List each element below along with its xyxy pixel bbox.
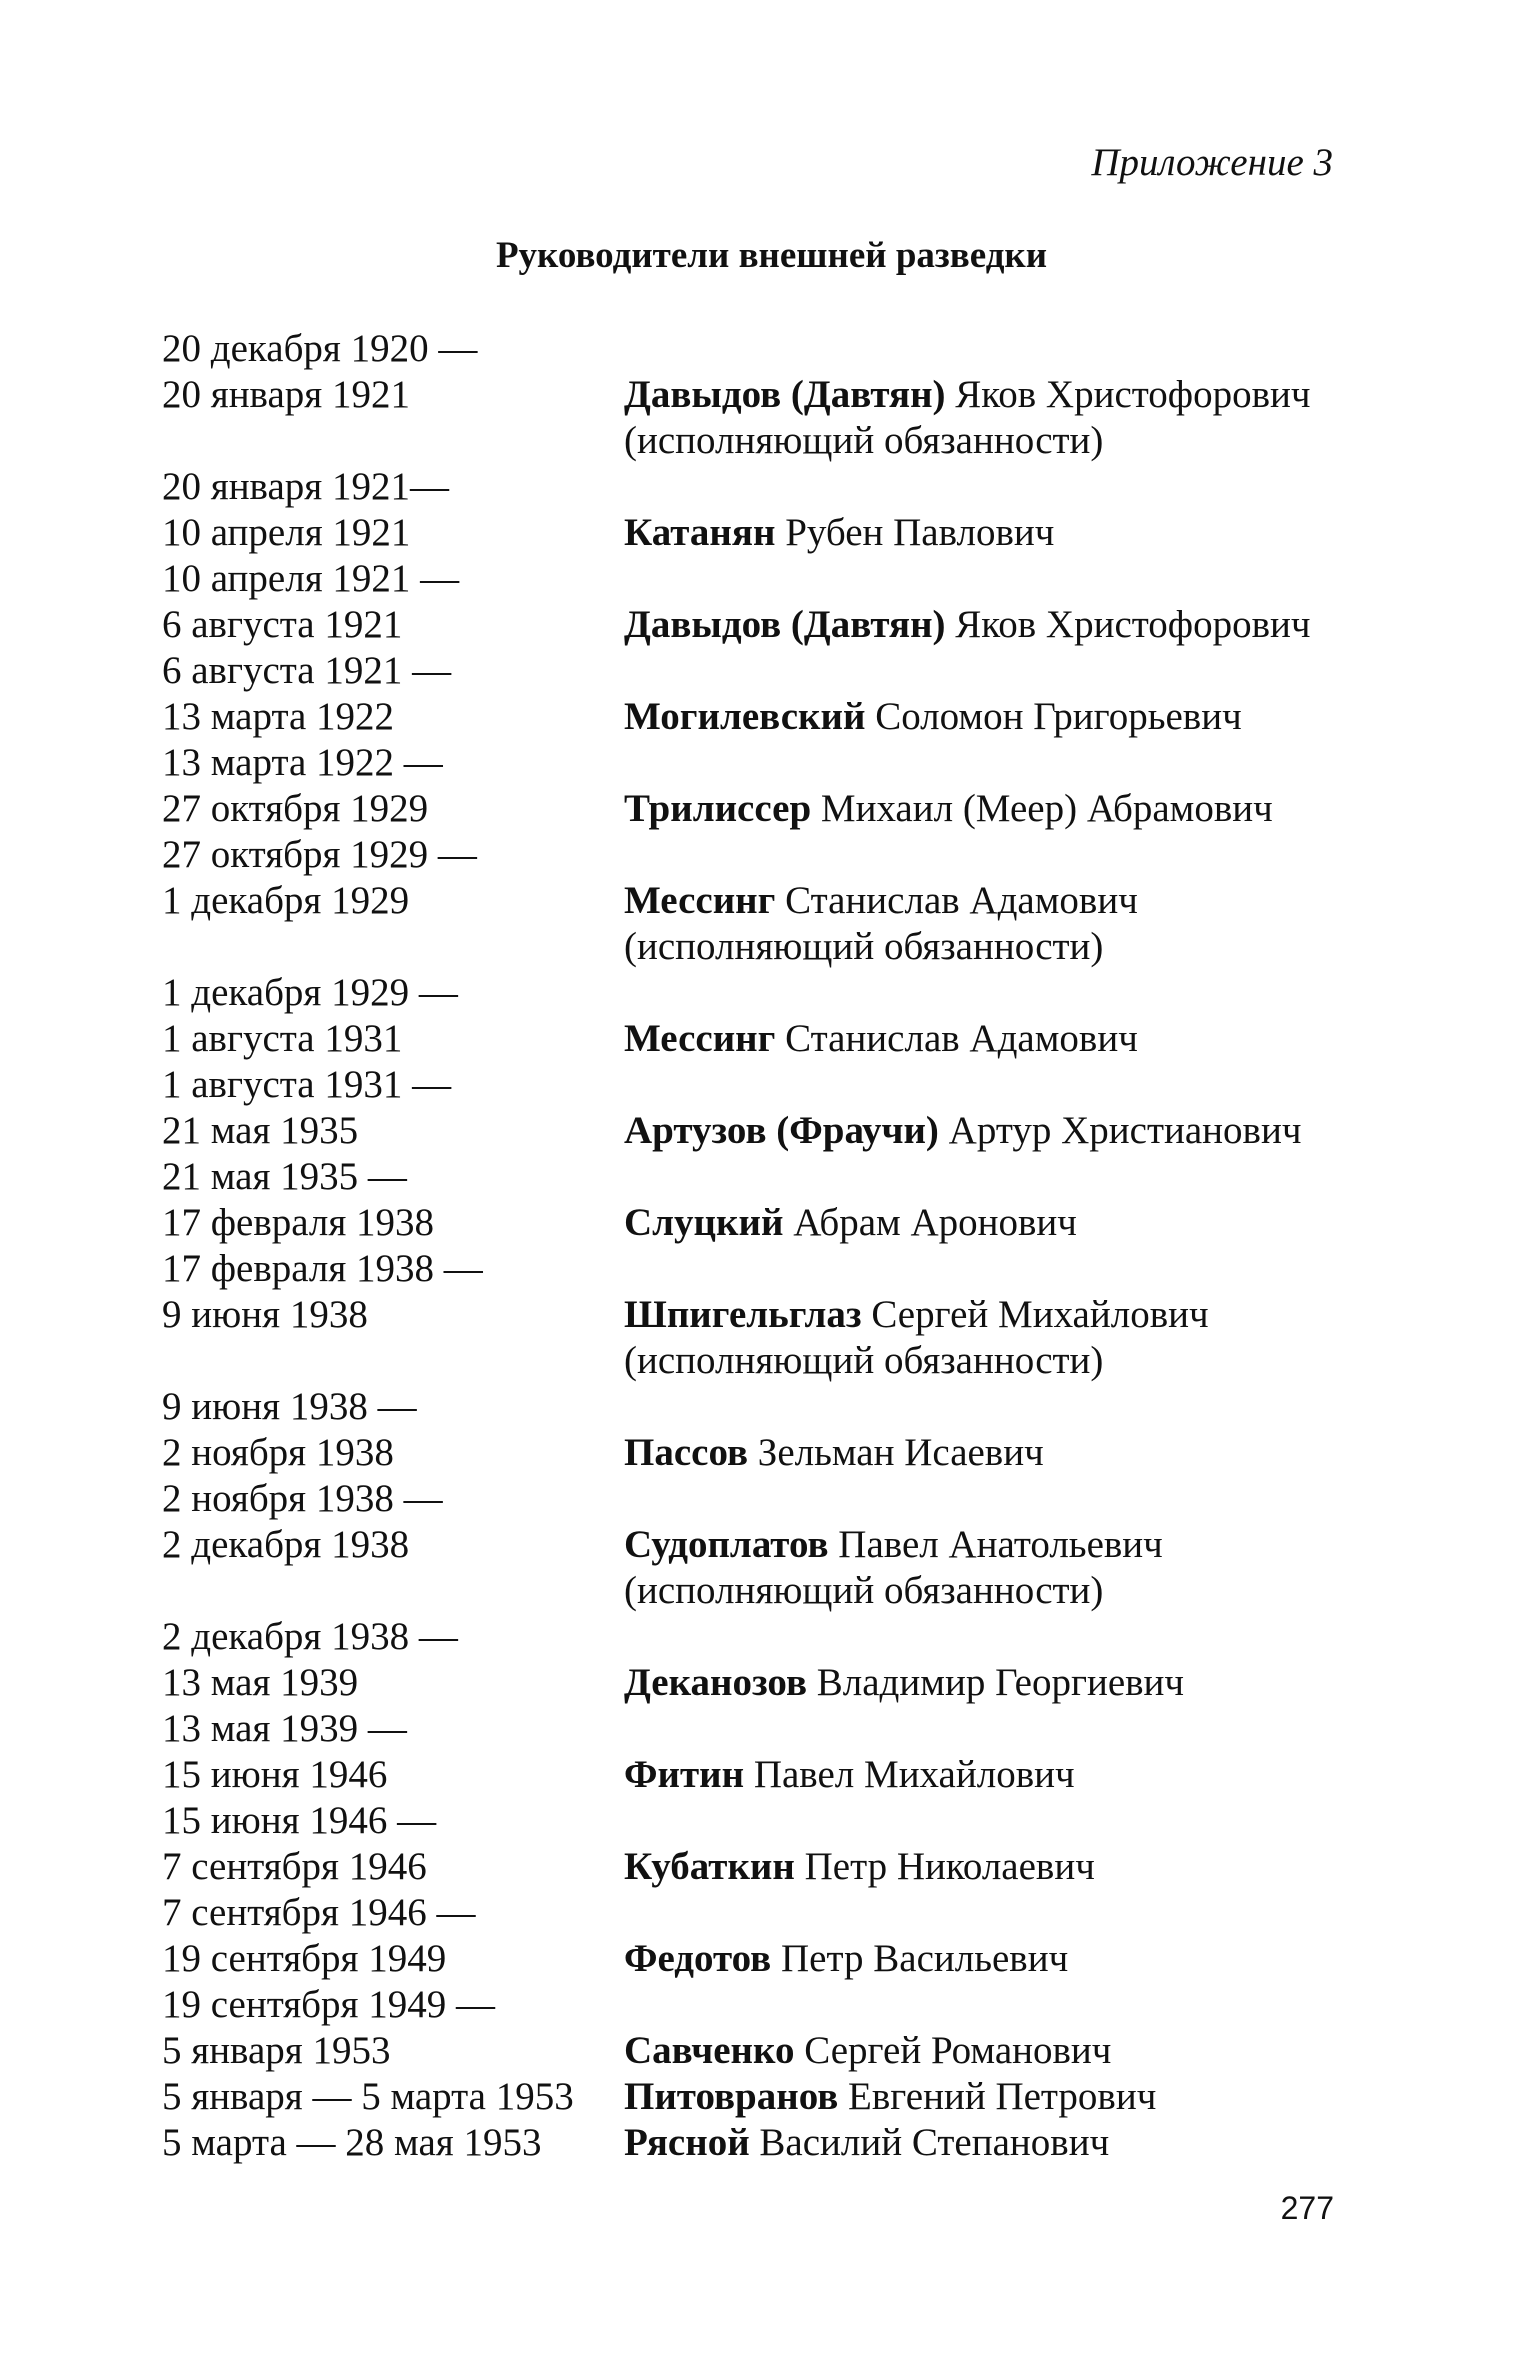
list-item: [162, 1936, 1352, 1982]
person-name: [624, 1844, 1095, 1890]
list-item: [162, 1338, 1352, 1384]
person-given-names: Павел Анатольевич: [828, 1523, 1163, 1566]
term-date: 2 декабря 1938 —: [162, 1615, 458, 1658]
person-name: [624, 1430, 1044, 1476]
list-item: [162, 1522, 1352, 1568]
person-name: [624, 2120, 1109, 2166]
list-item: [162, 326, 1352, 372]
person-surname: Мессинг: [624, 1017, 776, 1060]
term-date: 20 декабря 1920 —: [162, 327, 478, 370]
list-item: [162, 1430, 1352, 1476]
person-given-names: Михаил (Меер) Абрамович: [811, 787, 1273, 830]
list-item: [162, 2120, 1352, 2166]
term-date: 13 мая 1939 —: [162, 1707, 407, 1750]
person-given-names: Станислав Адамович: [775, 879, 1138, 922]
person-name: [624, 1752, 1075, 1798]
person-given-names: Сергей Романович: [794, 2029, 1112, 2072]
term-date: 21 мая 1935: [162, 1109, 359, 1152]
term-date: 19 сентября 1949 —: [162, 1983, 495, 2026]
person-name: [624, 2028, 1111, 2074]
term-date: 19 сентября 1949: [162, 1937, 447, 1980]
person-surname: Слуцкий: [624, 1201, 784, 1244]
person-name: [624, 1338, 1103, 1384]
person-name: [624, 1522, 1163, 1568]
person-surname: Артузов (Фраучи): [624, 1109, 939, 1152]
person-surname: Савченко: [624, 2029, 795, 2072]
list-item: [162, 1108, 1352, 1154]
person-surname: Пассов: [624, 1431, 749, 1474]
list-item: [162, 372, 1352, 418]
term-date: 2 декабря 1938: [162, 1523, 410, 1566]
person-surname: Давыдов (Давтян): [624, 373, 946, 416]
person-given-names: (исполняющий обязанности): [624, 1339, 1104, 1382]
term-date: 27 октября 1929 —: [162, 833, 477, 876]
list-item: [162, 1614, 1352, 1660]
list-item: [162, 832, 1352, 878]
person-given-names: Евгений Петрович: [838, 2075, 1157, 2118]
list-item: [162, 1200, 1352, 1246]
term-date: 1 декабря 1929: [162, 879, 410, 922]
list-item: [162, 1476, 1352, 1522]
list-item: [162, 1706, 1352, 1752]
term-date: 20 января 1921—: [162, 465, 449, 508]
person-name: [624, 924, 1103, 970]
term-date: 5 января — 5 марта 1953: [162, 2075, 574, 2118]
person-surname: Питовранов: [624, 2075, 839, 2118]
term-date: 1 августа 1931 —: [162, 1063, 452, 1106]
person-name: [624, 1200, 1077, 1246]
person-name: [624, 1936, 1068, 1982]
list-item: [162, 1246, 1352, 1292]
directors-list: [162, 326, 1352, 2166]
list-item: [162, 1384, 1352, 1430]
list-item: [162, 924, 1352, 970]
term-date: 6 августа 1921 —: [162, 649, 452, 692]
list-item: [162, 1798, 1352, 1844]
person-surname: Рясной: [624, 2121, 750, 2164]
list-item: [162, 1062, 1352, 1108]
term-date: 21 мая 1935 —: [162, 1155, 407, 1198]
term-date: 17 февраля 1938 —: [162, 1247, 483, 1290]
person-given-names: (исполняющий обязанности): [624, 925, 1104, 968]
term-date: 13 мая 1939: [162, 1661, 359, 1704]
person-surname: Фитин: [624, 1753, 745, 1796]
list-item: [162, 1982, 1352, 2028]
page-title: Руководители внешней разведки: [495, 235, 1048, 276]
person-surname: Судоплатов: [624, 1523, 829, 1566]
person-given-names: (исполняющий обязанности): [624, 419, 1104, 462]
list-item: [162, 648, 1352, 694]
person-name: [624, 878, 1138, 924]
list-item: [162, 1568, 1352, 1614]
person-name: [624, 1568, 1103, 1614]
person-surname: Кубаткин: [624, 1845, 795, 1888]
person-surname: Мессинг: [624, 879, 776, 922]
list-item: [162, 1844, 1352, 1890]
term-date: 9 июня 1938: [162, 1293, 368, 1336]
list-item: [162, 1660, 1352, 1706]
person-surname: Федотов: [624, 1937, 772, 1980]
person-name: [624, 786, 1273, 832]
term-date: 9 июня 1938 —: [162, 1385, 417, 1428]
list-item: [162, 1016, 1352, 1062]
term-date: 1 декабря 1929 —: [162, 971, 458, 1014]
list-item: [162, 1752, 1352, 1798]
person-surname: Давыдов (Давтян): [624, 603, 946, 646]
person-given-names: Абрам Аронович: [783, 1201, 1077, 1244]
list-item: [162, 694, 1352, 740]
person-name: [624, 694, 1242, 740]
list-item: [162, 1154, 1352, 1200]
list-item: [162, 1292, 1352, 1338]
person-surname: Могилевский: [624, 695, 866, 738]
term-date: 13 марта 1922 —: [162, 741, 443, 784]
term-date: 10 апреля 1921 —: [162, 557, 460, 600]
person-name: [624, 1660, 1184, 1706]
person-name: [624, 1016, 1138, 1062]
person-name: [624, 1108, 1301, 1154]
person-name: [624, 510, 1054, 556]
person-given-names: Рубен Павлович: [775, 511, 1055, 554]
person-given-names: Соломон Григорьевич: [865, 695, 1242, 738]
term-date: 15 июня 1946: [162, 1753, 388, 1796]
term-date: 13 марта 1922: [162, 695, 395, 738]
person-given-names: Сергей Михайлович: [861, 1293, 1209, 1336]
list-item: [162, 556, 1352, 602]
term-date: 17 февраля 1938: [162, 1201, 435, 1244]
term-date: 5 января 1953: [162, 2029, 391, 2072]
term-date: 2 ноября 1938 —: [162, 1477, 443, 1520]
term-date: 7 сентября 1946: [162, 1845, 427, 1888]
list-item: [162, 510, 1352, 556]
person-given-names: Яков Христофорович: [945, 373, 1311, 416]
page-number: 277: [1280, 2190, 1334, 2226]
person-given-names: Зельман Исаевич: [748, 1431, 1044, 1474]
list-item: [162, 878, 1352, 924]
person-name: [624, 1292, 1209, 1338]
person-surname: Катанян: [624, 511, 776, 554]
list-item: [162, 418, 1352, 464]
appendix-label: Приложение 3: [1091, 141, 1333, 184]
list-item: [162, 970, 1352, 1016]
person-surname: Шпигельглаз: [624, 1293, 862, 1336]
term-date: 20 января 1921: [162, 373, 410, 416]
term-date: 7 сентября 1946 —: [162, 1891, 476, 1934]
person-given-names: Петр Васильевич: [771, 1937, 1069, 1980]
term-date: 27 октября 1929: [162, 787, 429, 830]
term-date: 6 августа 1921: [162, 603, 403, 646]
person-name: [624, 2074, 1156, 2120]
term-date: 5 марта — 28 мая 1953: [162, 2121, 542, 2164]
person-given-names: Василий Степанович: [749, 2121, 1110, 2164]
term-date: 15 июня 1946 —: [162, 1799, 437, 1842]
person-surname: Трилиссер: [624, 787, 812, 830]
person-given-names: Владимир Георгиевич: [807, 1661, 1185, 1704]
person-given-names: Павел Михайлович: [744, 1753, 1075, 1796]
person-name: [624, 418, 1103, 464]
person-name: [624, 602, 1310, 648]
person-given-names: Станислав Адамович: [775, 1017, 1138, 1060]
list-item: [162, 2028, 1352, 2074]
person-given-names: Петр Николаевич: [794, 1845, 1095, 1888]
person-given-names: (исполняющий обязанности): [624, 1569, 1104, 1612]
list-item: [162, 1890, 1352, 1936]
person-surname: Деканозов: [624, 1661, 808, 1704]
person-given-names: Артур Христианович: [938, 1109, 1302, 1152]
list-item: [162, 740, 1352, 786]
term-date: 10 апреля 1921: [162, 511, 411, 554]
list-item: [162, 464, 1352, 510]
person-given-names: Яков Христофорович: [945, 603, 1311, 646]
term-date: 1 августа 1931: [162, 1017, 403, 1060]
list-item: [162, 2074, 1352, 2120]
term-date: 2 ноября 1938: [162, 1431, 394, 1474]
list-item: [162, 602, 1352, 648]
person-name: [624, 372, 1310, 418]
list-item: [162, 786, 1352, 832]
